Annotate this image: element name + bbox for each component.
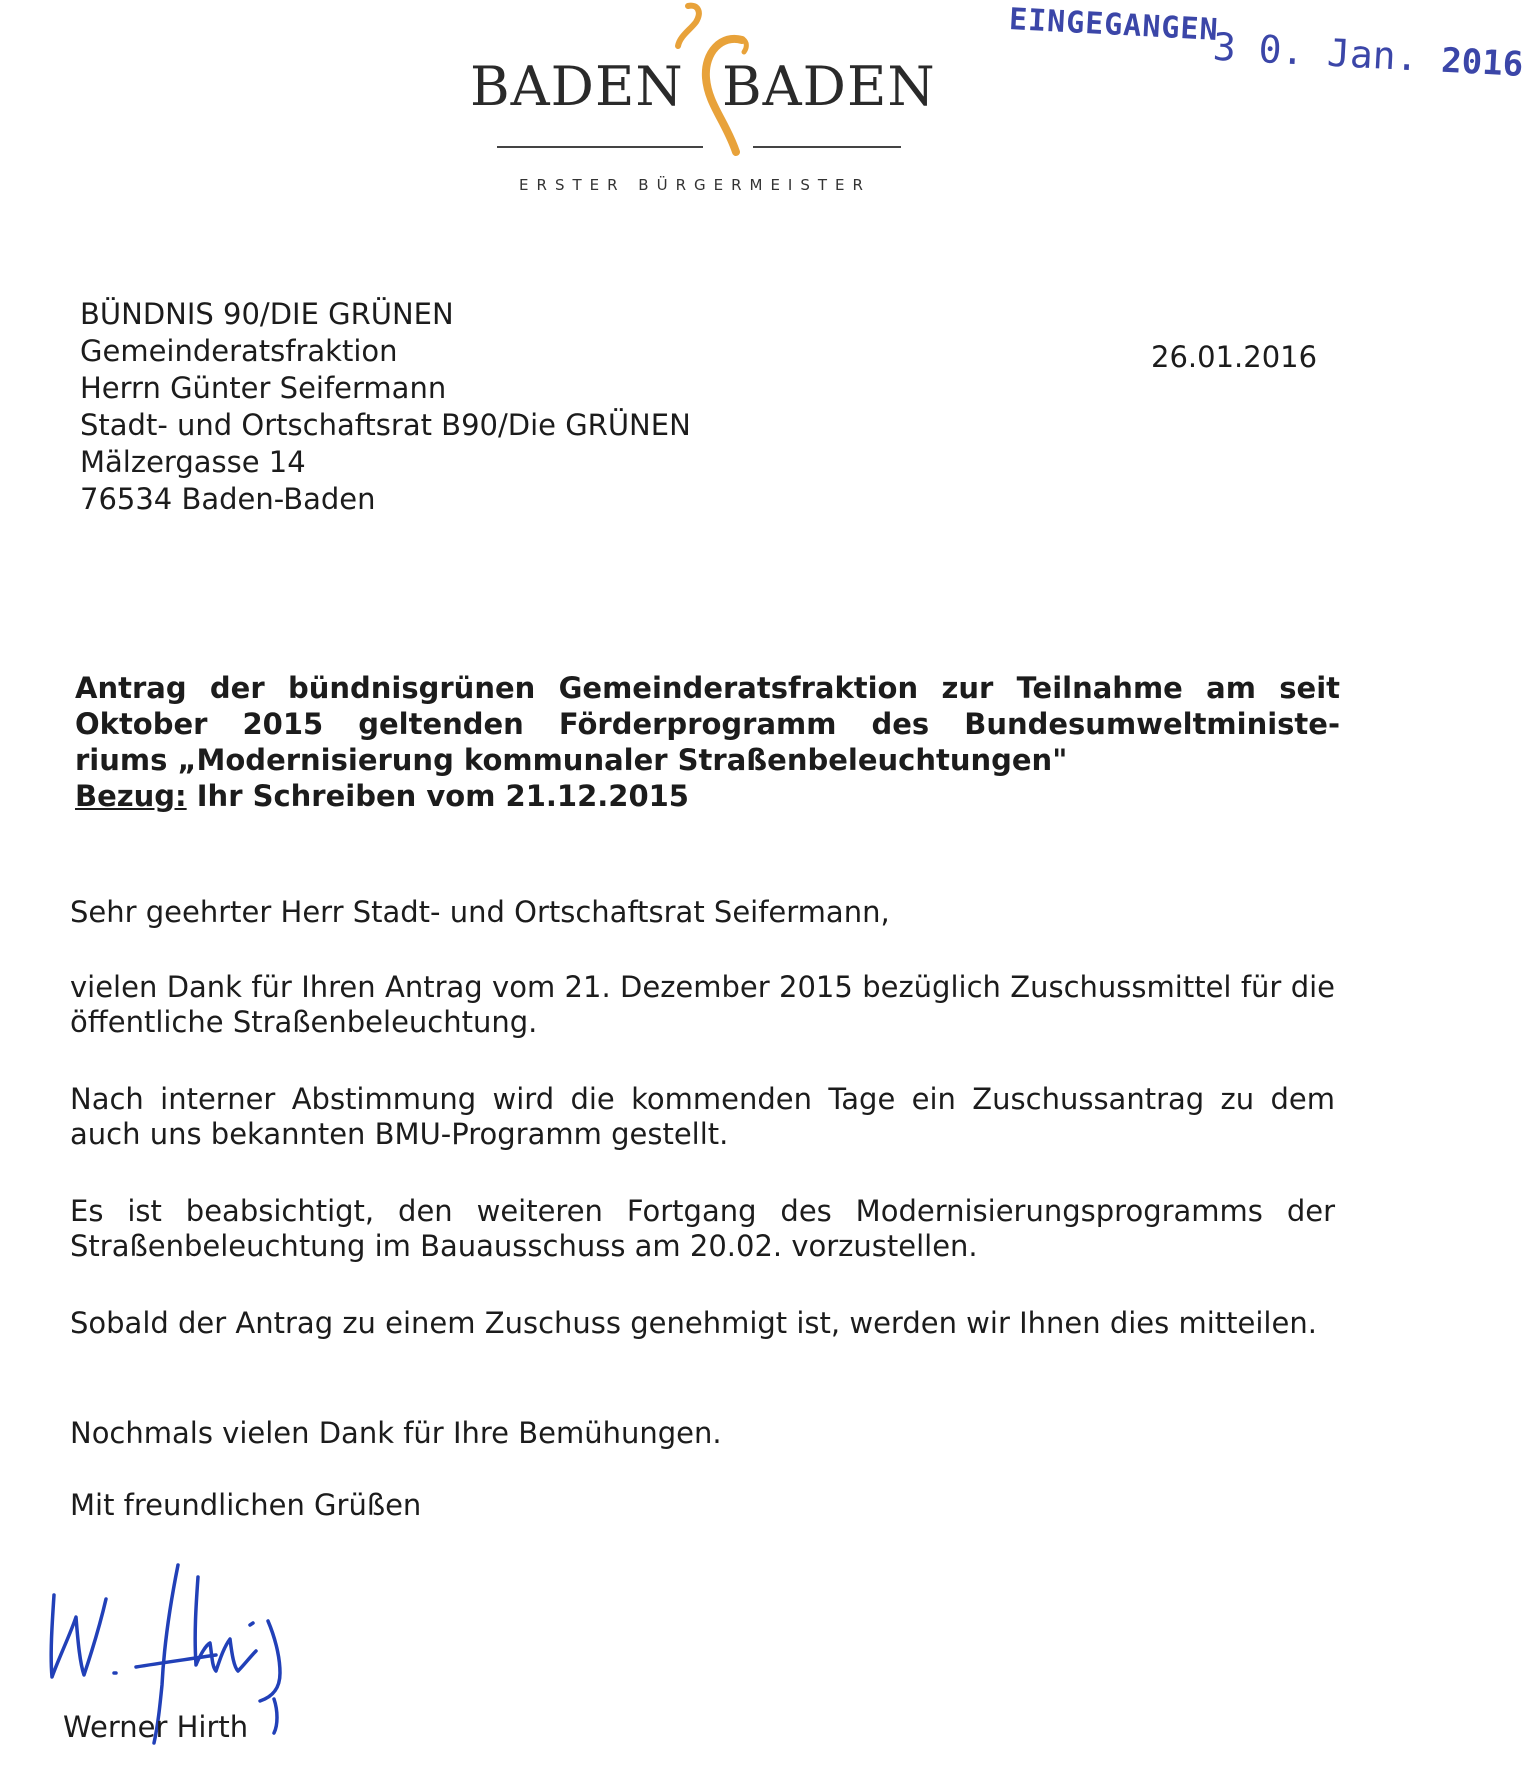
received-stamp — [1006, 2, 1525, 105]
subject-line-2: Oktober 2015 geltenden Förderprogramm des Bundesumweltministe- — [75, 707, 1340, 741]
subject-line-1: Antrag der bündnisgrünen Gemeinderatsfraktion zur Teilnahme am seit — [75, 671, 1340, 705]
salutation: Sehr geehrter Herr Stadt- und Ortschaftsrat Seifermann, — [70, 895, 890, 929]
subject-line-3: riums „Modernisierung kommunaler Straßenbeleuchtungen" — [75, 743, 1068, 777]
stamp-year: 2016 — [1440, 40, 1525, 85]
logo-word-right: BADEN — [722, 55, 936, 118]
stamp-day-month: 3 0. Jan. — [1211, 24, 1420, 80]
address-line: BÜNDNIS 90/DIE GRÜNEN — [80, 297, 454, 331]
reference-text: Ihr Schreiben vom 21.12.2015 — [186, 779, 689, 813]
stamp-date — [1212, 25, 1525, 85]
logo-divider-right — [753, 146, 901, 148]
body-paragraph-3: Es ist beabsichtigt, den weiteren Fortgang des Modernisierungsprogramms der Straßenbeleuchtung im Bauausschuss am 20.02. vorzustellen. — [70, 1194, 1335, 1263]
subject-block — [75, 670, 1340, 814]
address-line: 76534 Baden-Baden — [80, 482, 376, 516]
body-paragraph-5: Nochmals vielen Dank für Ihre Bemühungen. — [70, 1416, 722, 1450]
stamp-received-label: EINGEGANGEN — [1008, 2, 1220, 48]
body-paragraph-4: Sobald der Antrag zu einem Zuschuss genehmigt ist, werden wir Ihnen dies mitteilen. — [70, 1306, 1317, 1340]
address-line: Gemeinderatsfraktion — [80, 334, 398, 368]
body-paragraph-1: vielen Dank für Ihren Antrag vom 21. Dezember 2015 bezüglich Zuschussmittel für die öffentliche Straßenbeleuchtung. — [70, 970, 1335, 1039]
signatory-name: Werner Hirth — [63, 1710, 249, 1744]
subject-reference — [75, 778, 1340, 814]
logo-word-left: BADEN — [470, 55, 684, 118]
address-line: Mälzergasse 14 — [80, 445, 306, 479]
address-line: Stadt- und Ortschaftsrat B90/Die GRÜNEN — [80, 408, 691, 442]
reference-label: Bezug: — [75, 779, 187, 813]
logo-divider-left — [497, 146, 703, 148]
address-line: Herrn Günter Seifermann — [80, 371, 447, 405]
logo-subtitle: ERSTER BÜRGERMEISTER — [519, 176, 871, 194]
recipient-address — [80, 296, 691, 518]
closing-phrase: Mit freundlichen Grüßen — [70, 1488, 422, 1522]
letter-date: 26.01.2016 — [1151, 340, 1318, 374]
body-paragraph-2: Nach interner Abstimmung wird die kommenden Tage ein Zuschussantrag zu dem auch uns bekannten BMU-Programm gestellt. — [70, 1082, 1335, 1151]
